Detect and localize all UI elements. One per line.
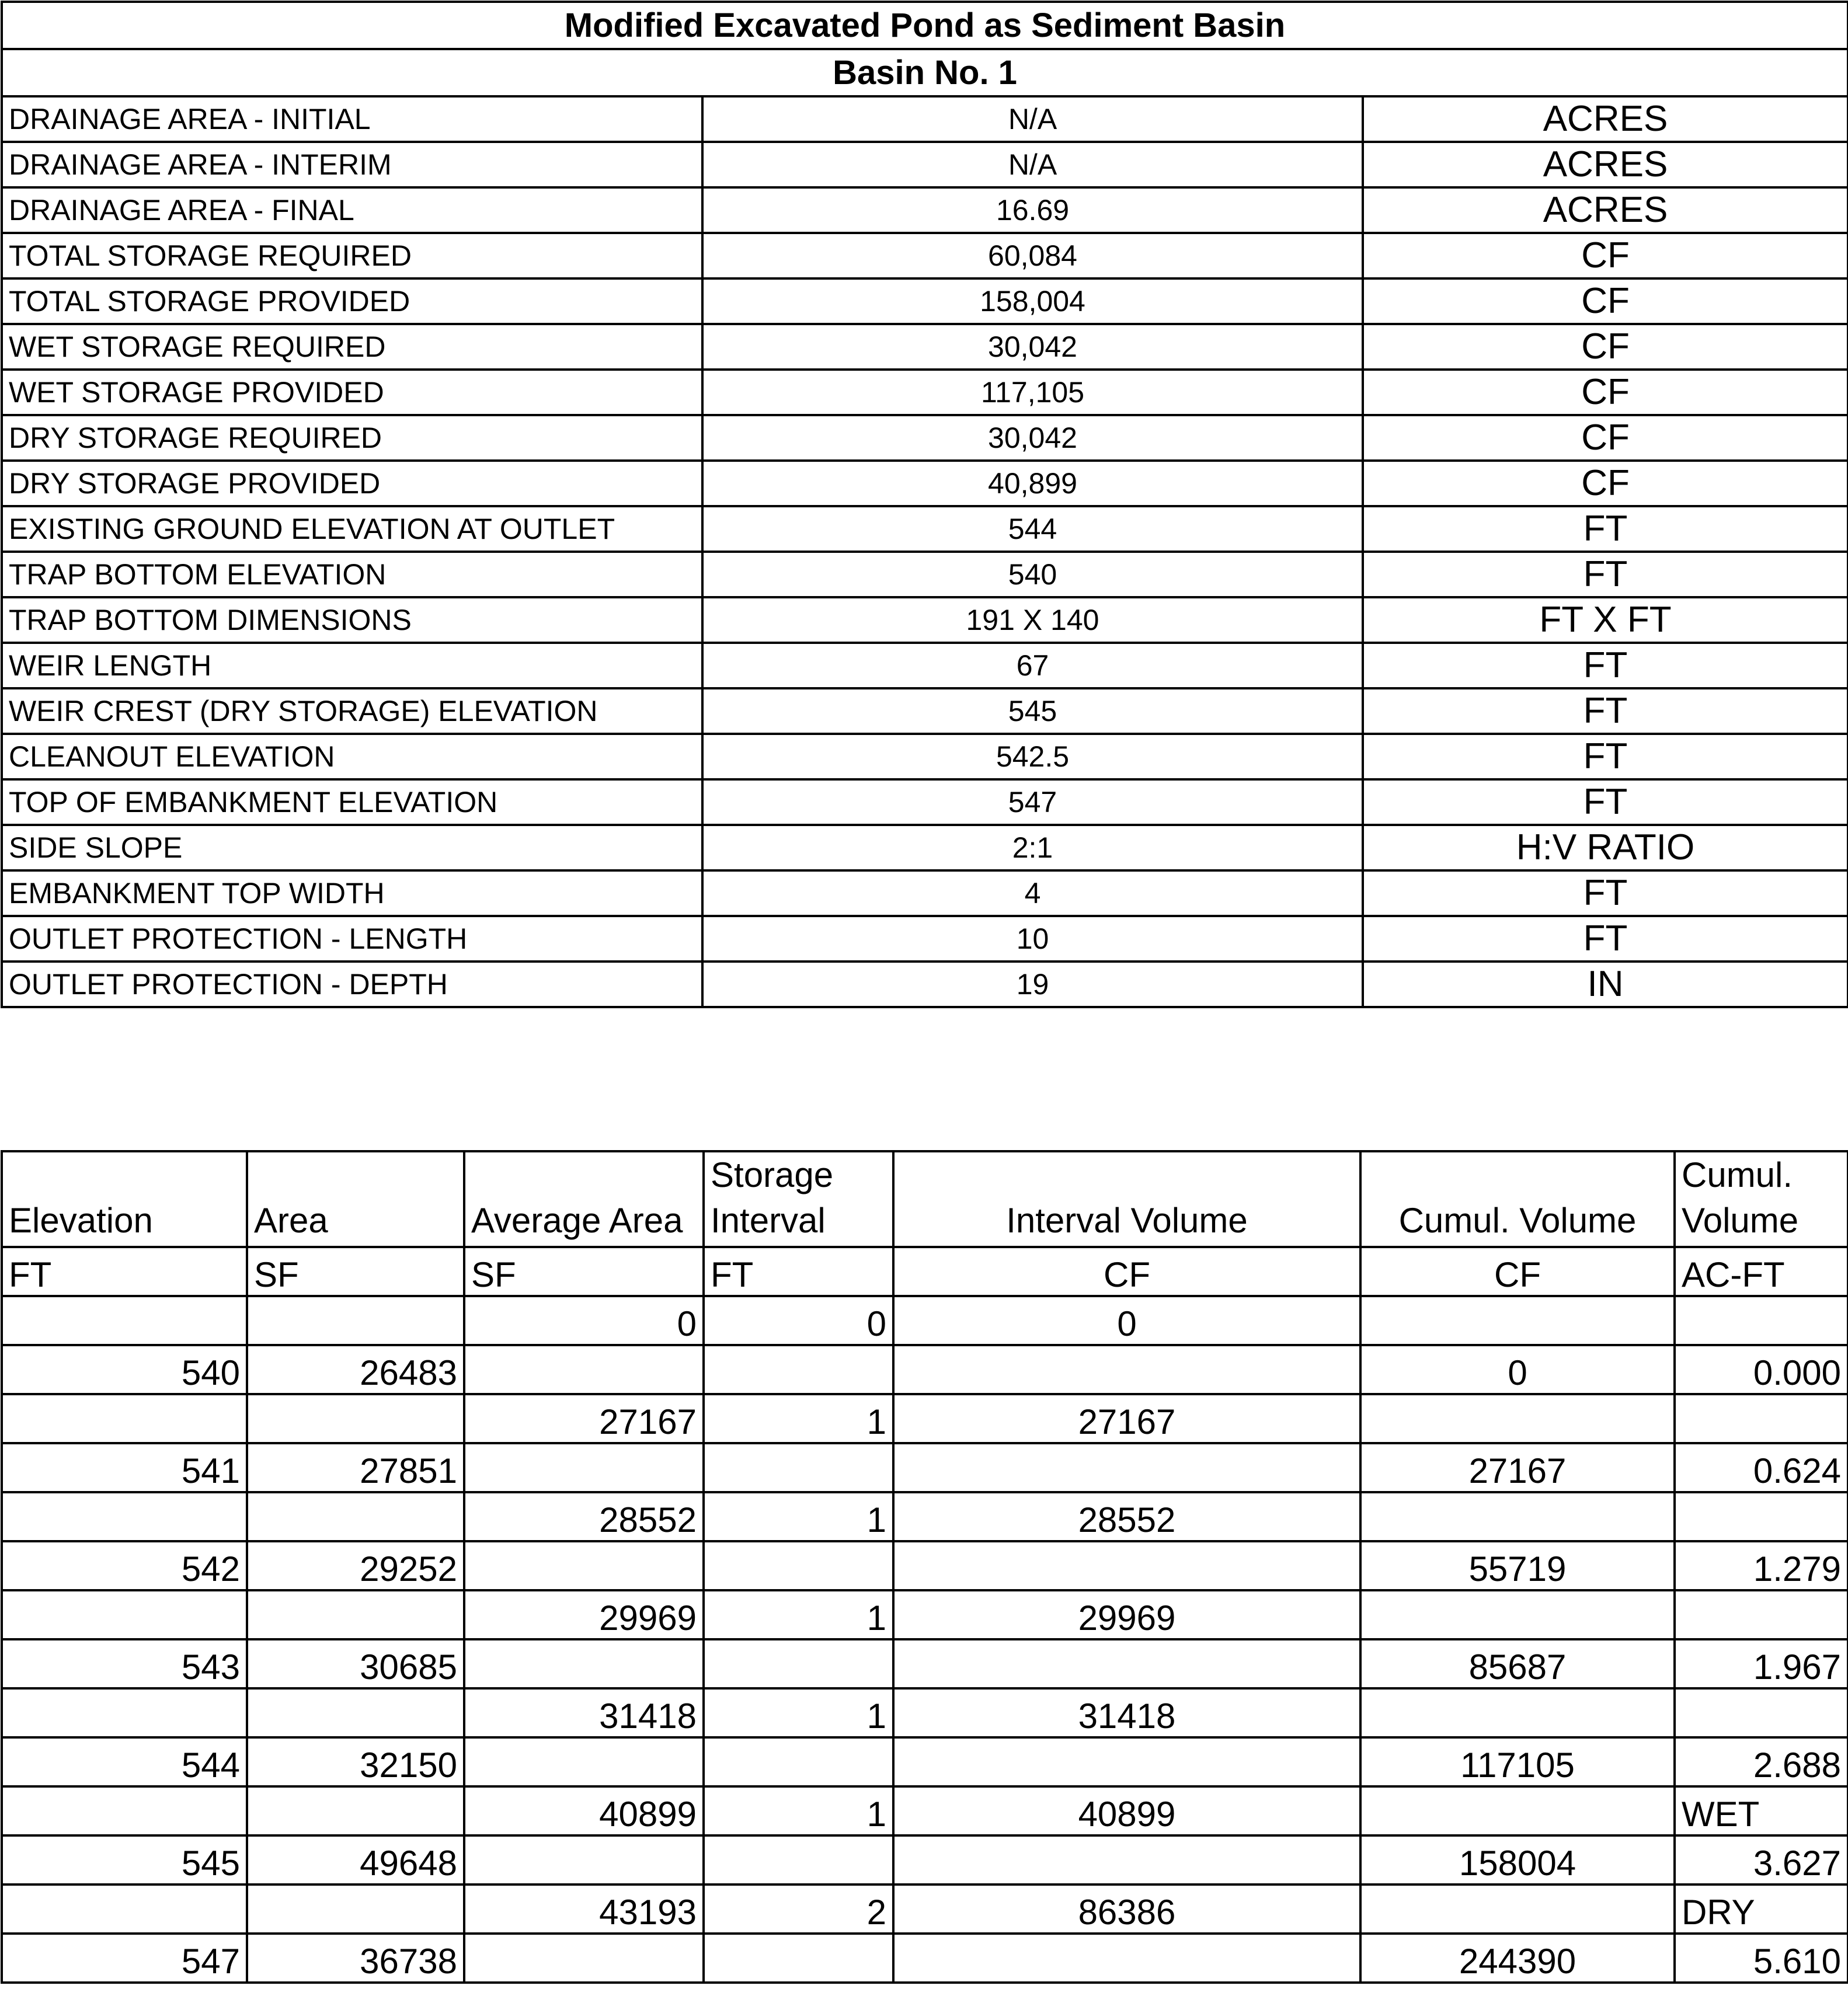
cell-cumul-volume-acft: 1.279 <box>1675 1541 1848 1590</box>
cell-interval-volume: 28552 <box>893 1492 1360 1541</box>
summary-value: 30,042 <box>702 324 1363 370</box>
summary-body <box>2 2 1848 1007</box>
cell-elevation: 545 <box>2 1835 247 1885</box>
cell-area: 26483 <box>247 1345 464 1394</box>
cell-area <box>247 1492 464 1541</box>
table-row <box>2 1885 1848 1934</box>
cell-cumul-volume-cf <box>1360 1688 1675 1737</box>
header-average-area: Average Area <box>464 1151 704 1247</box>
summary-row <box>2 779 1848 825</box>
summary-row <box>2 825 1848 870</box>
cell-area <box>247 1296 464 1345</box>
cell-average-area <box>464 1443 704 1492</box>
cell-cumul-volume-acft <box>1675 1492 1848 1541</box>
cell-cumul-volume-cf <box>1360 1296 1675 1345</box>
summary-row <box>2 278 1848 324</box>
storage-header-row <box>2 1151 1848 1247</box>
cell-storage-interval <box>704 1541 893 1590</box>
cell-elevation <box>2 1590 247 1639</box>
unit-cumul-volume-cf: CF <box>1360 1247 1675 1296</box>
table-row <box>2 1934 1848 1983</box>
header-interval-volume: Interval Volume <box>893 1151 1360 1247</box>
summary-unit: ACRES <box>1363 187 1848 233</box>
storage-body <box>2 1151 1848 1983</box>
summary-label: DRY STORAGE PROVIDED <box>2 461 702 506</box>
header-elevation: Elevation <box>2 1151 247 1247</box>
cell-elevation <box>2 1688 247 1737</box>
table-row <box>2 1345 1848 1394</box>
cell-average-area: 29969 <box>464 1590 704 1639</box>
table-title: Modified Excavated Pond as Sediment Basin <box>2 2 1848 49</box>
unit-storage-interval: FT <box>704 1247 893 1296</box>
summary-value: 40,899 <box>702 461 1363 506</box>
summary-value: 540 <box>702 552 1363 597</box>
summary-row <box>2 415 1848 461</box>
cell-interval-volume <box>893 1737 1360 1786</box>
summary-unit: FT X FT <box>1363 597 1848 643</box>
summary-unit: FT <box>1363 779 1848 825</box>
cell-elevation <box>2 1394 247 1443</box>
header-cumul-volume-cf: Cumul. Volume <box>1360 1151 1675 1247</box>
summary-label: EXISTING GROUND ELEVATION AT OUTLET <box>2 506 702 552</box>
cell-cumul-volume-cf <box>1360 1590 1675 1639</box>
cell-elevation <box>2 1492 247 1541</box>
cell-cumul-volume-cf <box>1360 1394 1675 1443</box>
cell-elevation <box>2 1786 247 1835</box>
summary-unit: FT <box>1363 734 1848 779</box>
cell-cumul-volume-cf: 27167 <box>1360 1443 1675 1492</box>
cell-average-area <box>464 1639 704 1688</box>
summary-value: 545 <box>702 688 1363 734</box>
summary-label: DRAINAGE AREA - INTERIM <box>2 142 702 187</box>
summary-label: TOTAL STORAGE REQUIRED <box>2 233 702 278</box>
cell-area <box>247 1786 464 1835</box>
cell-storage-interval: 0 <box>704 1296 893 1345</box>
stage-storage-table <box>1 1150 1848 1984</box>
cell-interval-volume: 0 <box>893 1296 1360 1345</box>
summary-row <box>2 187 1848 233</box>
cell-average-area <box>464 1934 704 1983</box>
summary-row <box>2 916 1848 962</box>
cell-storage-interval <box>704 1639 893 1688</box>
summary-unit: ACRES <box>1363 142 1848 187</box>
table-row <box>2 1394 1848 1443</box>
cell-elevation: 541 <box>2 1443 247 1492</box>
unit-area: SF <box>247 1247 464 1296</box>
cell-area: 27851 <box>247 1443 464 1492</box>
summary-row <box>2 643 1848 688</box>
cell-cumul-volume-acft: DRY <box>1675 1885 1848 1934</box>
cell-cumul-volume-acft: 5.610 <box>1675 1934 1848 1983</box>
cell-storage-interval <box>704 1737 893 1786</box>
table-row <box>2 1541 1848 1590</box>
summary-value: 4 <box>702 870 1363 916</box>
cell-interval-volume: 27167 <box>893 1394 1360 1443</box>
cell-average-area <box>464 1541 704 1590</box>
cell-cumul-volume-acft: 3.627 <box>1675 1835 1848 1885</box>
unit-elevation: FT <box>2 1247 247 1296</box>
cell-area: 36738 <box>247 1934 464 1983</box>
summary-value: 544 <box>702 506 1363 552</box>
unit-average-area: SF <box>464 1247 704 1296</box>
summary-unit: FT <box>1363 506 1848 552</box>
cell-cumul-volume-cf: 117105 <box>1360 1737 1675 1786</box>
summary-label: OUTLET PROTECTION - DEPTH <box>2 962 702 1007</box>
cell-area <box>247 1885 464 1934</box>
cell-cumul-volume-cf: 158004 <box>1360 1835 1675 1885</box>
summary-row <box>2 688 1848 734</box>
cell-area: 29252 <box>247 1541 464 1590</box>
cell-average-area <box>464 1835 704 1885</box>
cell-area: 32150 <box>247 1737 464 1786</box>
summary-unit: CF <box>1363 278 1848 324</box>
summary-row <box>2 734 1848 779</box>
summary-unit: CF <box>1363 415 1848 461</box>
summary-unit: CF <box>1363 370 1848 415</box>
cell-storage-interval: 1 <box>704 1786 893 1835</box>
table-row <box>2 1835 1848 1885</box>
summary-row <box>2 324 1848 370</box>
cell-cumul-volume-cf: 0 <box>1360 1345 1675 1394</box>
cell-storage-interval <box>704 1443 893 1492</box>
header-cumul-volume-acft: Cumul. Volume <box>1675 1151 1848 1247</box>
table-row <box>2 1737 1848 1786</box>
table-row <box>2 1639 1848 1688</box>
cell-cumul-volume-acft <box>1675 1590 1848 1639</box>
cell-cumul-volume-acft: WET <box>1675 1786 1848 1835</box>
cell-average-area <box>464 1737 704 1786</box>
summary-row <box>2 461 1848 506</box>
summary-value: N/A <box>702 142 1363 187</box>
cell-elevation: 540 <box>2 1345 247 1394</box>
basin-summary-table <box>1 1 1848 1008</box>
summary-label: TRAP BOTTOM DIMENSIONS <box>2 597 702 643</box>
cell-interval-volume <box>893 1934 1360 1983</box>
summary-label: OUTLET PROTECTION - LENGTH <box>2 916 702 962</box>
summary-unit: FT <box>1363 552 1848 597</box>
summary-value: N/A <box>702 96 1363 142</box>
summary-value: 16.69 <box>702 187 1363 233</box>
summary-row <box>2 506 1848 552</box>
table-row <box>2 1492 1848 1541</box>
cell-elevation <box>2 1296 247 1345</box>
subtitle-row <box>2 49 1848 96</box>
summary-unit: CF <box>1363 324 1848 370</box>
cell-cumul-volume-acft <box>1675 1296 1848 1345</box>
header-storage-interval: Storage Interval <box>704 1151 893 1247</box>
cell-cumul-volume-acft: 0.000 <box>1675 1345 1848 1394</box>
cell-storage-interval <box>704 1835 893 1885</box>
summary-value: 10 <box>702 916 1363 962</box>
summary-label: CLEANOUT ELEVATION <box>2 734 702 779</box>
summary-value: 117,105 <box>702 370 1363 415</box>
summary-value: 547 <box>702 779 1363 825</box>
summary-row <box>2 142 1848 187</box>
cell-interval-volume: 29969 <box>893 1590 1360 1639</box>
summary-row <box>2 96 1848 142</box>
cell-area <box>247 1590 464 1639</box>
cell-interval-volume <box>893 1345 1360 1394</box>
summary-value: 67 <box>702 643 1363 688</box>
summary-label: TRAP BOTTOM ELEVATION <box>2 552 702 597</box>
summary-row <box>2 552 1848 597</box>
unit-interval-volume: CF <box>893 1247 1360 1296</box>
summary-unit: CF <box>1363 233 1848 278</box>
summary-label: WEIR LENGTH <box>2 643 702 688</box>
summary-row <box>2 962 1848 1007</box>
table-row <box>2 1590 1848 1639</box>
cell-elevation <box>2 1885 247 1934</box>
cell-average-area <box>464 1345 704 1394</box>
summary-row <box>2 233 1848 278</box>
cell-cumul-volume-acft <box>1675 1394 1848 1443</box>
title-row <box>2 2 1848 49</box>
table-row <box>2 1688 1848 1737</box>
cell-storage-interval: 1 <box>704 1590 893 1639</box>
table-row <box>2 1296 1848 1345</box>
cell-interval-volume: 86386 <box>893 1885 1360 1934</box>
cell-average-area: 28552 <box>464 1492 704 1541</box>
cell-interval-volume: 40899 <box>893 1786 1360 1835</box>
basin-number: Basin No. 1 <box>2 49 1848 96</box>
summary-value: 19 <box>702 962 1363 1007</box>
cell-interval-volume <box>893 1639 1360 1688</box>
cell-average-area: 27167 <box>464 1394 704 1443</box>
cell-average-area: 43193 <box>464 1885 704 1934</box>
cell-area: 30685 <box>247 1639 464 1688</box>
storage-units-row <box>2 1247 1848 1296</box>
summary-unit: ACRES <box>1363 96 1848 142</box>
cell-storage-interval: 2 <box>704 1885 893 1934</box>
cell-storage-interval <box>704 1934 893 1983</box>
cell-area <box>247 1394 464 1443</box>
summary-row <box>2 870 1848 916</box>
summary-label: WET STORAGE REQUIRED <box>2 324 702 370</box>
summary-unit: IN <box>1363 962 1848 1007</box>
cell-cumul-volume-acft: 0.624 <box>1675 1443 1848 1492</box>
cell-storage-interval <box>704 1345 893 1394</box>
cell-cumul-volume-cf: 244390 <box>1360 1934 1675 1983</box>
cell-storage-interval: 1 <box>704 1688 893 1737</box>
summary-value: 60,084 <box>702 233 1363 278</box>
cell-elevation: 542 <box>2 1541 247 1590</box>
cell-interval-volume <box>893 1443 1360 1492</box>
header-area: Area <box>247 1151 464 1247</box>
summary-row <box>2 370 1848 415</box>
table-row <box>2 1443 1848 1492</box>
cell-storage-interval: 1 <box>704 1394 893 1443</box>
summary-value: 158,004 <box>702 278 1363 324</box>
cell-elevation: 543 <box>2 1639 247 1688</box>
cell-cumul-volume-cf: 85687 <box>1360 1639 1675 1688</box>
cell-interval-volume <box>893 1835 1360 1885</box>
cell-cumul-volume-cf <box>1360 1492 1675 1541</box>
summary-label: WET STORAGE PROVIDED <box>2 370 702 415</box>
cell-average-area: 40899 <box>464 1786 704 1835</box>
summary-label: WEIR CREST (DRY STORAGE) ELEVATION <box>2 688 702 734</box>
cell-cumul-volume-cf: 55719 <box>1360 1541 1675 1590</box>
summary-value: 542.5 <box>702 734 1363 779</box>
cell-average-area: 0 <box>464 1296 704 1345</box>
cell-average-area: 31418 <box>464 1688 704 1737</box>
cell-cumul-volume-acft: 1.967 <box>1675 1639 1848 1688</box>
summary-label: SIDE SLOPE <box>2 825 702 870</box>
summary-value: 191 X 140 <box>702 597 1363 643</box>
summary-unit: H:V RATIO <box>1363 825 1848 870</box>
cell-cumul-volume-acft <box>1675 1688 1848 1737</box>
summary-unit: CF <box>1363 461 1848 506</box>
summary-row <box>2 597 1848 643</box>
cell-elevation: 544 <box>2 1737 247 1786</box>
cell-storage-interval: 1 <box>704 1492 893 1541</box>
summary-label: DRY STORAGE REQUIRED <box>2 415 702 461</box>
unit-cumul-volume-acft: AC-FT <box>1675 1247 1848 1296</box>
summary-unit: FT <box>1363 870 1848 916</box>
cell-interval-volume: 31418 <box>893 1688 1360 1737</box>
cell-cumul-volume-acft: 2.688 <box>1675 1737 1848 1786</box>
cell-cumul-volume-cf <box>1360 1885 1675 1934</box>
cell-area: 49648 <box>247 1835 464 1885</box>
table-row <box>2 1786 1848 1835</box>
cell-interval-volume <box>893 1541 1360 1590</box>
summary-label: TOP OF EMBANKMENT ELEVATION <box>2 779 702 825</box>
summary-value: 30,042 <box>702 415 1363 461</box>
summary-label: DRAINAGE AREA - INITIAL <box>2 96 702 142</box>
summary-value: 2:1 <box>702 825 1363 870</box>
summary-label: DRAINAGE AREA - FINAL <box>2 187 702 233</box>
summary-unit: FT <box>1363 643 1848 688</box>
summary-unit: FT <box>1363 688 1848 734</box>
cell-elevation: 547 <box>2 1934 247 1983</box>
summary-unit: FT <box>1363 916 1848 962</box>
cell-cumul-volume-cf <box>1360 1786 1675 1835</box>
cell-area <box>247 1688 464 1737</box>
summary-label: TOTAL STORAGE PROVIDED <box>2 278 702 324</box>
summary-label: EMBANKMENT TOP WIDTH <box>2 870 702 916</box>
